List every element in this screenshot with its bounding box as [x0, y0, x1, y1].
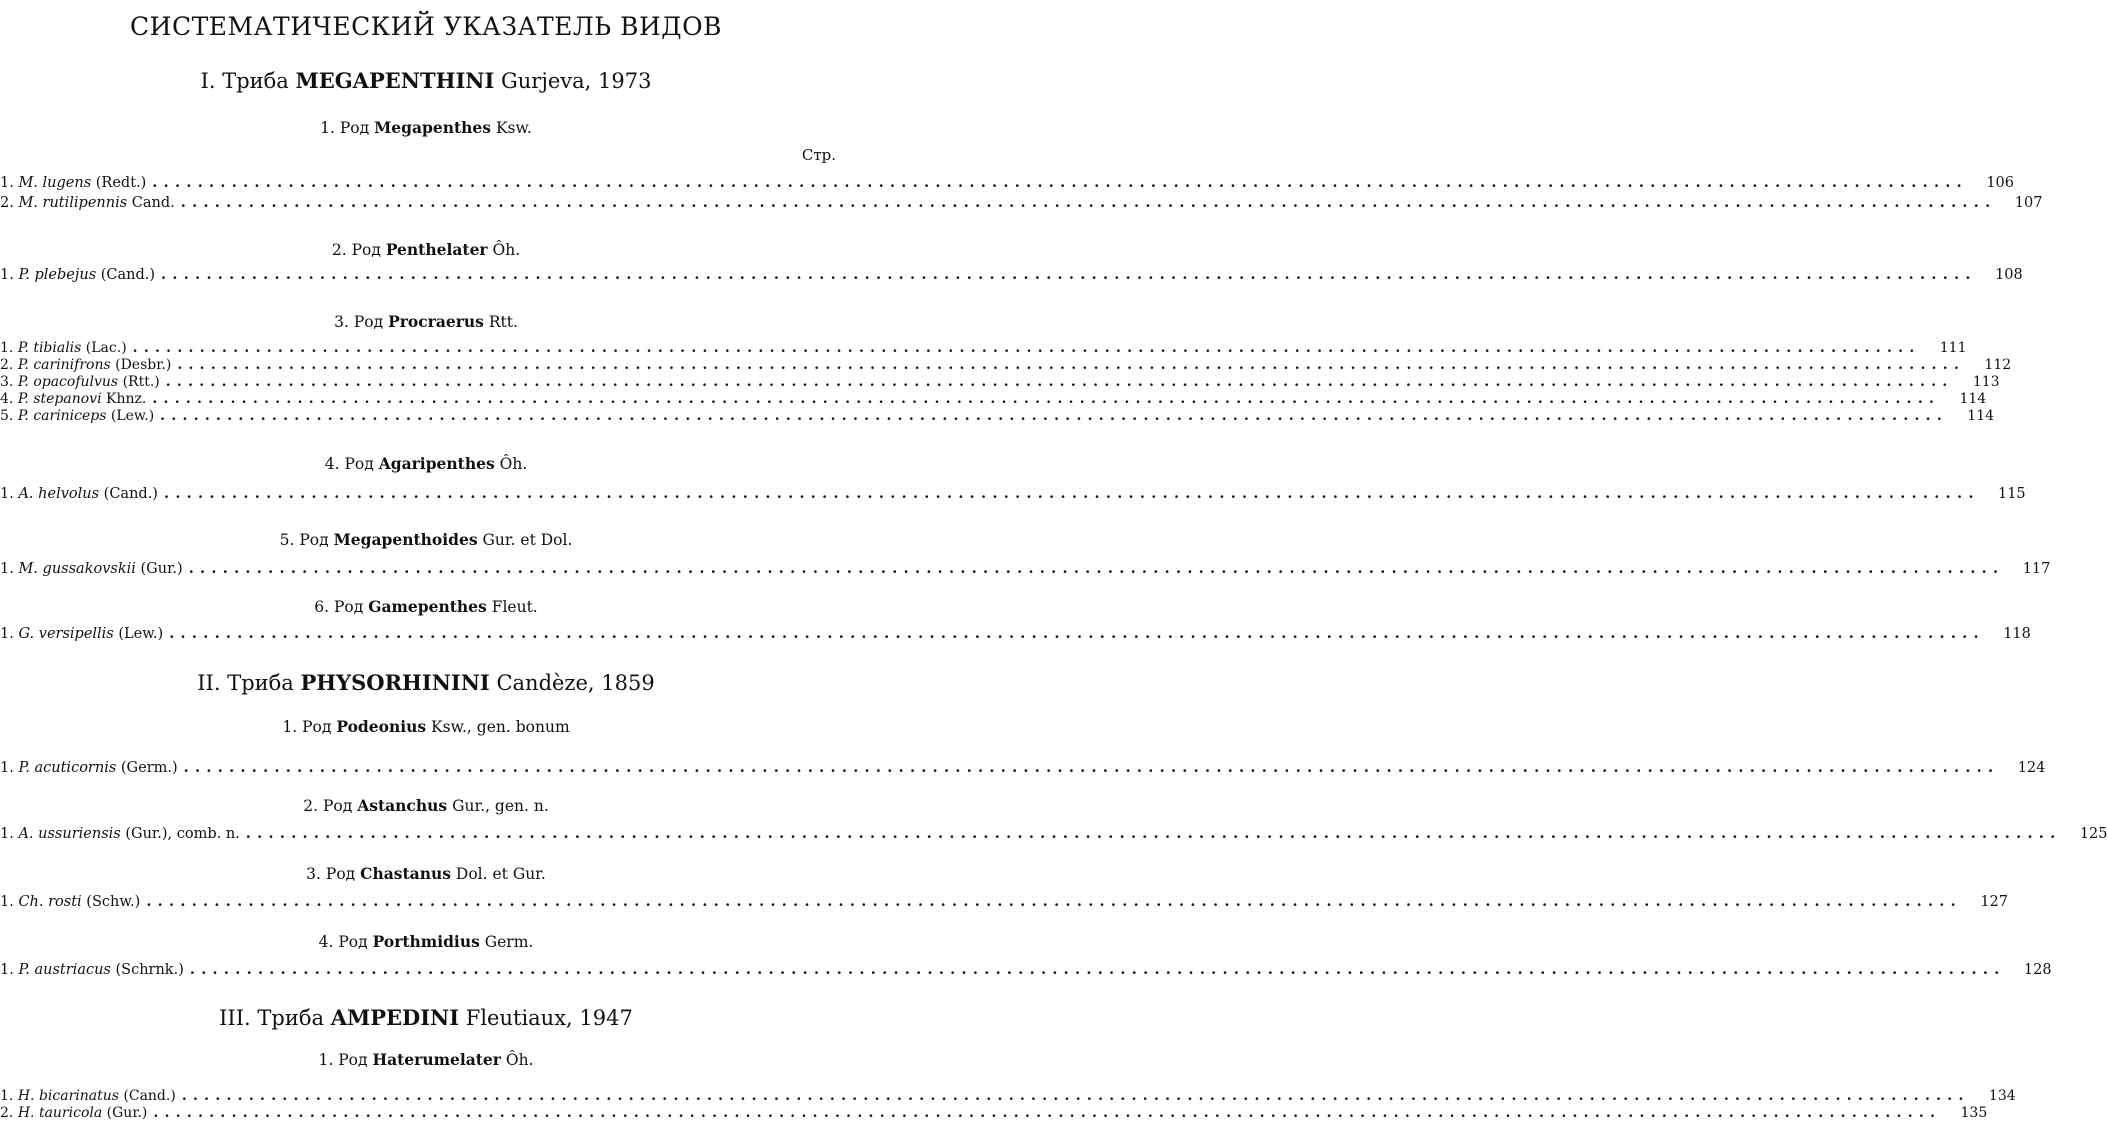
species-entry: [0, 340, 1967, 356]
species-entry: [0, 174, 2014, 192]
species-author: Khnz.: [106, 391, 147, 407]
leader-dots: ................................................................................................................................................................: [169, 625, 1985, 642]
species-author: (Schrnk.): [115, 962, 184, 978]
genus-word: Род: [325, 865, 356, 883]
genus-abbreviation: M.: [18, 195, 38, 211]
entry-number: 1.: [0, 962, 14, 978]
genus-name: Astanchus: [357, 796, 448, 815]
page-number: 115: [1997, 486, 2026, 502]
species-entry: [0, 1088, 2016, 1104]
leader-dots: ................................................................................................................................................................: [245, 825, 2062, 842]
species-entry: [0, 1105, 1988, 1121]
genus-name: Haterumelater: [372, 1050, 501, 1069]
page-number: 114: [1967, 408, 1995, 424]
genus-abbreviation: H.: [17, 1088, 35, 1104]
genus-word: Род: [339, 119, 370, 137]
tribe-author: Fleutiaux, 1947: [465, 1006, 633, 1030]
page-number: 127: [1980, 894, 2009, 910]
genus-word: Род: [302, 718, 332, 736]
entry-number: 2.: [0, 1105, 14, 1121]
tribe-numeral: I.: [200, 69, 216, 93]
species-epithet: opacofulvus: [33, 374, 119, 390]
tribe-word: Триба: [227, 671, 294, 695]
species-author: (Gur.), comb. n.: [125, 826, 240, 842]
species-entry: [0, 625, 2031, 643]
species-entry: [0, 391, 1987, 407]
genus-author: Ôh.: [505, 1051, 534, 1069]
page-number: 108: [1995, 267, 2023, 283]
genus-author: Gur. et Dol.: [482, 531, 573, 549]
page-column-header: Стр.: [801, 146, 836, 164]
tribe-numeral: III.: [219, 1006, 251, 1030]
genus-name: Gamepenthes: [368, 597, 487, 616]
leader-dots: ................................................................................................................................................................: [132, 340, 1921, 356]
tribe-heading: [0, 670, 852, 695]
page-number: 135: [1960, 1105, 1988, 1121]
entry-number: 1.: [0, 340, 14, 356]
genus-heading: [0, 454, 852, 473]
genus-heading: [0, 240, 852, 259]
page-number: 106: [1986, 175, 2014, 191]
page-number: 124: [2017, 760, 2046, 776]
genus-word: Род: [344, 455, 374, 473]
species-epithet: austriacus: [34, 962, 111, 978]
genus-author: Ôh.: [499, 455, 528, 473]
species-epithet: bicarinatus: [38, 1088, 119, 1104]
leader-dots: ................................................................................................................................................................: [163, 485, 1980, 502]
species-author: (Lew.): [118, 626, 164, 642]
genus-author: Fleut.: [491, 598, 538, 616]
entry-number: 3.: [0, 374, 14, 390]
genus-author: Dol. et Gur.: [455, 865, 546, 883]
species-entry: [0, 357, 2012, 373]
genus-word: Род: [351, 241, 381, 259]
page-number: 134: [1988, 1088, 2016, 1104]
species-entry: [0, 374, 2000, 390]
species-author: (Cand.): [100, 267, 156, 283]
genus-number: 6.: [314, 598, 330, 616]
genus-abbreviation: H.: [17, 1105, 35, 1121]
page-number: 128: [2023, 962, 2052, 978]
genus-number: 5.: [279, 531, 295, 549]
species-entry: [0, 893, 2009, 911]
entry-number: 1.: [0, 175, 14, 191]
species-entry: [0, 408, 1995, 424]
page-number: 112: [1984, 357, 2012, 373]
genus-name: Porthmidius: [372, 932, 480, 951]
genus-author: Gur., gen. n.: [452, 797, 549, 815]
genus-abbreviation: A.: [18, 826, 34, 842]
species-epithet: rutilipennis: [42, 195, 128, 211]
species-epithet: lugens: [42, 175, 92, 191]
species-epithet: rosti: [48, 894, 82, 910]
page-number: 113: [1972, 374, 2000, 390]
leader-dots: ................................................................................................................................................................: [153, 1105, 1942, 1121]
genus-name: Megapenthoides: [333, 530, 478, 549]
genus-word: Род: [322, 797, 353, 815]
genus-abbreviation: P.: [17, 408, 29, 424]
species-epithet: plebejus: [34, 267, 97, 283]
genus-abbreviation: G.: [18, 626, 35, 642]
page-title: СИСТЕМАТИЧЕСКИЙ УКАЗАТЕЛЬ ВИДОВ: [130, 12, 722, 41]
entry-number: 1.: [0, 486, 14, 502]
page-number: 114: [1959, 391, 1987, 407]
genus-heading: [0, 118, 852, 137]
genus-heading: [0, 312, 852, 331]
species-entry: [0, 194, 2043, 212]
species-author: (Lac.): [85, 340, 127, 356]
entry-number: 4.: [0, 391, 14, 407]
genus-author: Ôh.: [492, 241, 521, 259]
tribe-heading: [0, 68, 852, 93]
species-author: (Cand.): [123, 1088, 176, 1104]
species-author: (Gur.): [140, 561, 183, 577]
genus-word: Род: [338, 933, 368, 951]
leader-dots: ................................................................................................................................................................: [177, 357, 1966, 373]
genus-author: Rtt.: [488, 313, 518, 331]
species-epithet: carinifrons: [33, 357, 111, 373]
entry-number: 1.: [0, 1088, 14, 1104]
genus-number: 3.: [306, 865, 321, 883]
genus-author: Ksw., gen. bonum: [431, 718, 570, 736]
genus-heading: [0, 864, 852, 883]
species-author: (Germ.): [120, 760, 178, 776]
leader-dots: ................................................................................................................................................................: [181, 1088, 1970, 1104]
genus-abbreviation: P.: [18, 962, 30, 978]
genus-number: 1.: [318, 1051, 334, 1069]
species-entry: [0, 266, 2023, 284]
genus-abbreviation: P.: [18, 267, 30, 283]
genus-name: Procraerus: [388, 312, 484, 331]
genus-number: 1.: [282, 718, 298, 736]
genus-heading: [0, 717, 852, 736]
entry-number: 1.: [0, 267, 14, 283]
genus-abbreviation: M.: [18, 175, 38, 191]
genus-author: Ksw.: [495, 119, 532, 137]
species-epithet: helvolus: [38, 486, 100, 502]
tribe-word: Триба: [257, 1006, 324, 1030]
genus-name: Podeonius: [336, 717, 427, 736]
genus-heading: [0, 932, 852, 951]
genus-number: 4.: [324, 455, 340, 473]
entry-number: 2.: [0, 195, 14, 211]
page-number: 117: [2022, 561, 2051, 577]
species-author: (Schw.): [86, 894, 141, 910]
entry-number: 2.: [0, 357, 14, 373]
entry-number: 1.: [0, 826, 14, 842]
genus-number: 2.: [331, 241, 347, 259]
species-epithet: gussakovskii: [42, 561, 136, 577]
genus-word: Род: [333, 598, 364, 616]
page-number: 118: [2003, 626, 2031, 642]
page-number: 111: [1939, 340, 1967, 356]
entry-number: 5.: [0, 408, 14, 424]
genus-number: 1.: [320, 119, 335, 137]
tribe-author: Gurjeva, 1973: [500, 69, 652, 93]
genus-name: Agaripenthes: [378, 454, 495, 473]
species-author: (Desbr.): [115, 357, 172, 373]
leader-dots: ................................................................................................................................................................: [189, 961, 2006, 978]
leader-dots: ................................................................................................................................................................: [161, 266, 1977, 283]
leader-dots: ................................................................................................................................................................: [188, 560, 2005, 577]
tribe-author: Candèze, 1859: [496, 671, 655, 695]
genus-heading: [0, 1050, 852, 1069]
species-entry: [0, 560, 2051, 578]
genus-abbreviation: Ch.: [18, 894, 44, 910]
genus-author: Germ.: [484, 933, 534, 951]
genus-name: Penthelater: [385, 240, 488, 259]
page-number: 125: [2079, 826, 2108, 842]
genus-name: Megapenthes: [374, 118, 492, 137]
species-epithet: cariniceps: [33, 408, 107, 424]
genus-abbreviation: P.: [17, 391, 29, 407]
genus-heading: [0, 530, 852, 549]
species-author: (Redt.): [95, 175, 147, 191]
species-author: Cand.: [131, 195, 175, 211]
entry-number: 1.: [0, 760, 14, 776]
genus-name: Chastanus: [360, 864, 451, 883]
tribe-name: AMPEDINI: [330, 1005, 460, 1030]
species-entry: [0, 485, 2026, 503]
genus-abbreviation: P.: [18, 760, 30, 776]
genus-abbreviation: P.: [17, 357, 29, 373]
species-epithet: ussuriensis: [38, 826, 121, 842]
genus-number: 3.: [334, 313, 349, 331]
species-epithet: stepanovi: [33, 391, 102, 407]
species-epithet: acuticornis: [34, 760, 117, 776]
species-author: (Gur.): [106, 1105, 148, 1121]
leader-dots: ................................................................................................................................................................: [152, 391, 1941, 407]
entry-number: 1.: [0, 561, 14, 577]
leader-dots: ................................................................................................................................................................: [146, 893, 1963, 910]
genus-abbreviation: P.: [17, 340, 29, 356]
genus-word: Род: [338, 1051, 368, 1069]
tribe-name: MEGAPENTHINI: [295, 68, 495, 93]
species-epithet: tibialis: [33, 340, 82, 356]
genus-word: Род: [353, 313, 384, 331]
entry-number: 1.: [0, 894, 14, 910]
genus-heading: [0, 796, 852, 815]
species-epithet: versipellis: [38, 626, 114, 642]
genus-heading: [0, 597, 852, 616]
leader-dots: ................................................................................................................................................................: [160, 408, 1949, 424]
leader-dots: ................................................................................................................................................................: [152, 174, 1968, 191]
entry-number: 1.: [0, 626, 14, 642]
species-epithet: tauricola: [38, 1105, 103, 1121]
tribe-numeral: II.: [197, 671, 221, 695]
species-author: (Lew.): [110, 408, 155, 424]
leader-dots: ................................................................................................................................................................: [180, 194, 1997, 211]
species-author: (Rtt.): [122, 374, 160, 390]
genus-word: Род: [299, 531, 329, 549]
genus-abbreviation: P.: [17, 374, 29, 390]
species-entry: [0, 825, 2108, 843]
species-author: (Cand.): [103, 486, 158, 502]
tribe-heading: [0, 1005, 852, 1030]
page-number: 107: [2014, 195, 2043, 211]
species-entry: [0, 961, 2052, 979]
tribe-name: PHYSORHININI: [300, 670, 490, 695]
leader-dots: ................................................................................................................................................................: [165, 374, 1954, 390]
leader-dots: ................................................................................................................................................................: [183, 759, 2000, 776]
genus-abbreviation: A.: [18, 486, 34, 502]
tribe-word: Триба: [222, 69, 289, 93]
genus-number: 2.: [303, 797, 319, 815]
genus-abbreviation: M.: [18, 561, 38, 577]
species-entry: [0, 759, 2046, 777]
genus-number: 4.: [318, 933, 334, 951]
